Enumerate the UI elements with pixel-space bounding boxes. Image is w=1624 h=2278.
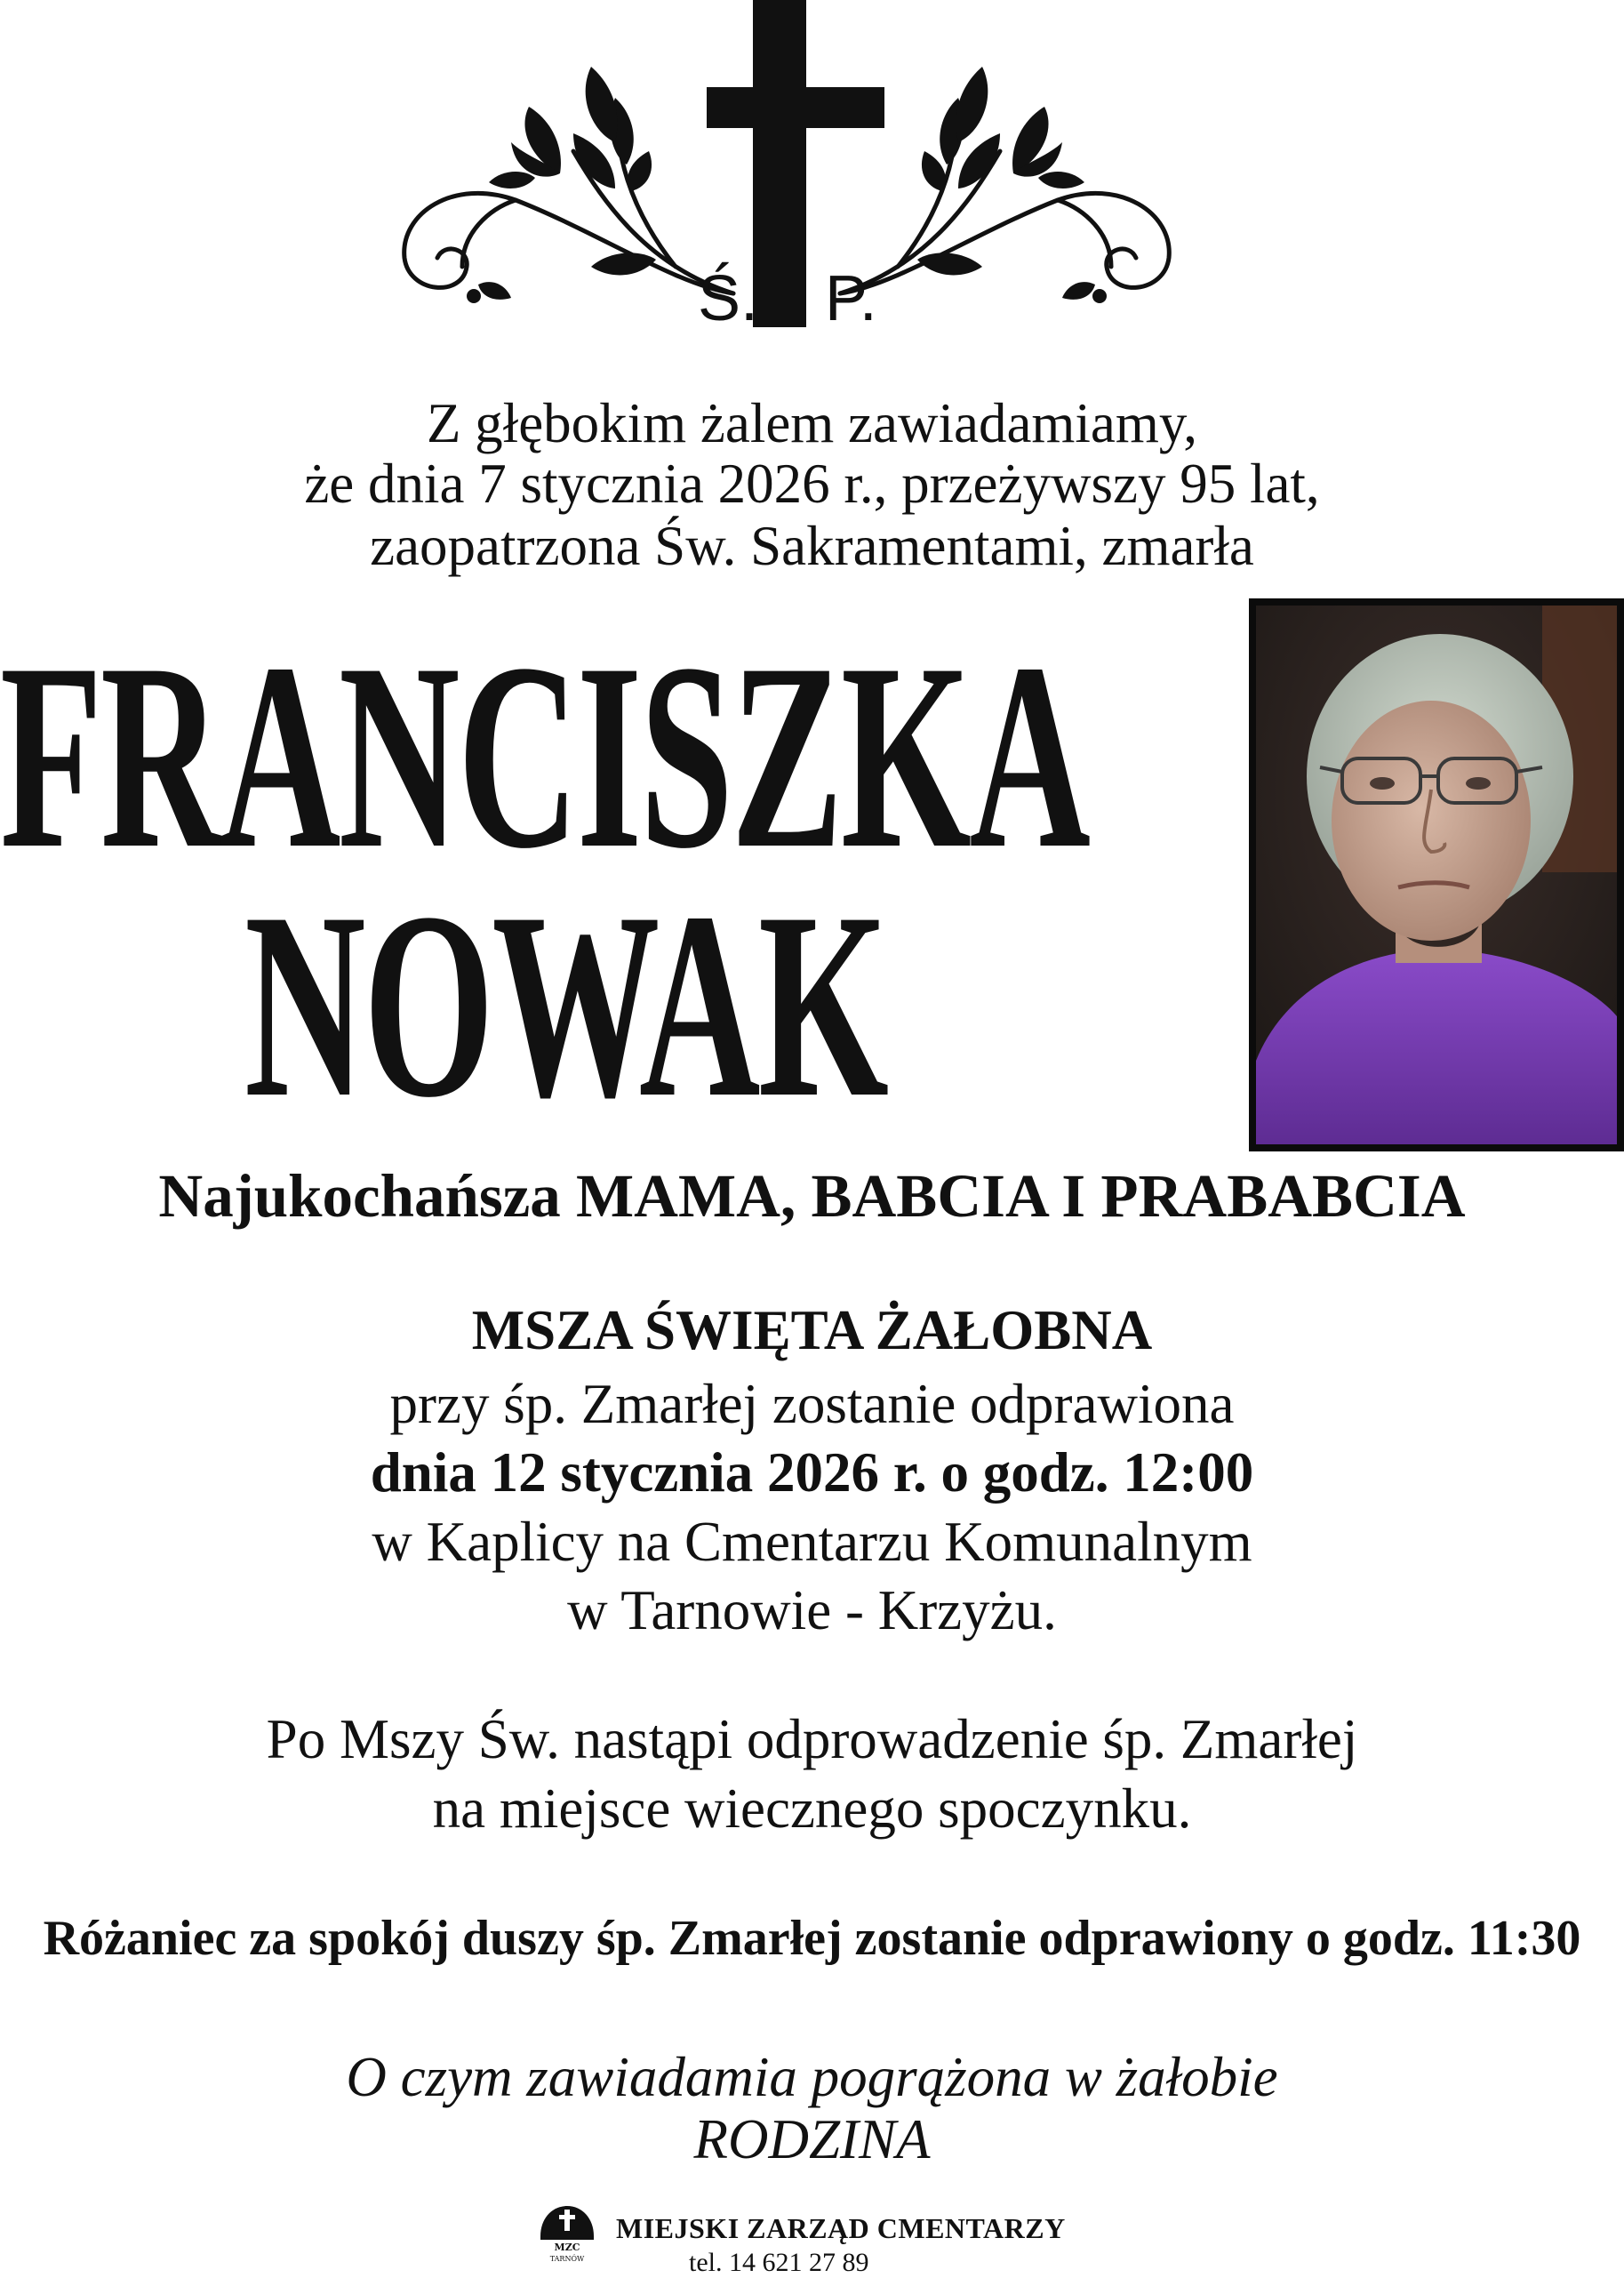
- header-emblem: [382, 0, 1191, 338]
- logo-subtext: TARNÓW: [549, 2255, 585, 2263]
- deceased-portrait: [1249, 598, 1624, 1151]
- intro-line-2: że dnia 7 stycznia 2026 r., przeżywszy 95 lat,: [304, 453, 1320, 515]
- floral-ornament-left: [404, 133, 733, 293]
- mass-line-1: przy śp. Zmarłej zostanie odprawiona: [389, 1373, 1235, 1435]
- closing-line: O czym zawiadamia pogrążona w żałobie: [346, 2046, 1278, 2108]
- mass-location-2: w Tarnowie - Krzyżu.: [567, 1579, 1057, 1641]
- cross-icon: [382, 0, 1191, 338]
- intro-line-3: zaopatrzona Św. Sakramentami, zmarła: [370, 515, 1254, 577]
- sp-left-letter: Ś.: [698, 263, 759, 334]
- sp-right-letter: P.: [825, 263, 877, 334]
- logo-text: MZC: [554, 2242, 580, 2253]
- intro-line-1: Z głębokim żalem zawiadamiamy,: [426, 392, 1198, 454]
- mass-date-time: dnia 12 stycznia 2026 r. o godz. 12:00: [370, 1441, 1254, 1504]
- procession-line-1: Po Mszy Św. nastąpi odprowadzenie śp. Zmarłej: [266, 1708, 1358, 1770]
- first-name: FRANCISZKA: [0, 608, 1089, 903]
- footer-phone: tel. 14 621 27 89: [689, 2248, 869, 2277]
- procession-line-2: na miejsce wiecznego spoczynku.: [432, 1777, 1192, 1840]
- family-signature: RODZINA: [693, 2108, 931, 2170]
- mass-title: MSZA ŚWIĘTA ŻAŁOBNA: [471, 1299, 1153, 1361]
- cemetery-logo-icon: [536, 2201, 598, 2265]
- mass-location-1: w Kaplicy na Cmentarzu Komunalnym: [372, 1511, 1252, 1573]
- rosary-info: Różaniec za spokój duszy śp. Zmarłej zostanie odprawiony o godz. 11:30: [43, 1911, 1581, 1966]
- footer-organization: MIEJSKI ZARZĄD CMENTARZY: [616, 2212, 1066, 2244]
- relation-subtitle: Najukochańsza MAMA, BABCIA I PRABABCIA: [158, 1162, 1466, 1230]
- last-name: NOWAK: [244, 857, 887, 1152]
